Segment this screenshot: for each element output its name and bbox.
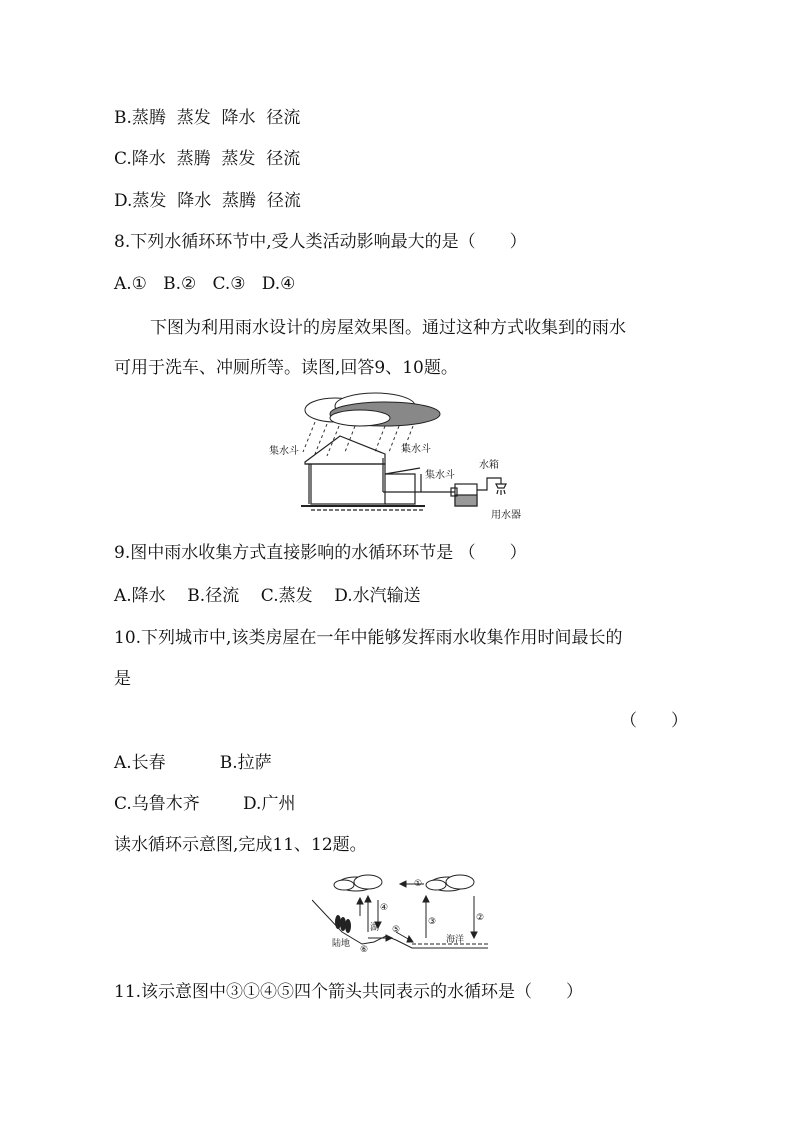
q10-answer-bracket: （ ） — [620, 711, 688, 731]
tank-label: 水箱 — [479, 460, 499, 471]
arrow-3-label: ③ — [428, 917, 437, 927]
q7-option-d: D.蒸发 降水 蒸腾 径流 — [114, 191, 301, 211]
ocean-label: 海洋 — [446, 935, 465, 945]
land-label: 陆地 — [332, 939, 351, 949]
intro2-text: 读水循环示意图,完成11、12题。 — [114, 835, 367, 855]
arrow-2-label: ② — [476, 913, 485, 923]
arrow-4-label: ④ — [380, 903, 389, 913]
q8-options: A.① B.② C.③ D.④ — [114, 274, 296, 294]
intro1-line1: 下图为利用雨水设计的房屋效果图。通过这种方式收集到的雨水 — [150, 318, 626, 338]
cloud-icon — [305, 393, 440, 426]
collector-label-right: 集水斗 — [425, 470, 455, 481]
q10-options-row1: A.长春 B.拉萨 — [114, 753, 272, 773]
water-cycle-figure — [312, 872, 488, 962]
water-device-label: 用水器 — [491, 510, 521, 521]
q10-stem-line1: 10.下列城市中,该类房屋在一年中能够发挥雨水收集作用时间最长的 — [114, 628, 623, 648]
tree-icon — [335, 915, 351, 933]
collector-label-left: 集水斗 — [269, 446, 299, 457]
q9-options: A.降水 B.径流 C.蒸发 D.水汽输送 — [114, 586, 421, 606]
q7-option-c: C.降水 蒸腾 蒸发 径流 — [114, 149, 301, 169]
collector-label-mid: 集水斗 — [401, 444, 431, 455]
q9-stem: 9.图中雨水收集方式直接影响的水循环环节是 （ ） — [114, 543, 527, 563]
arrow-6-label: ⑥ — [360, 945, 369, 955]
cloud-icon — [426, 875, 474, 891]
q8-stem: 8.下列水循环环节中,受人类活动影响最大的是（ ） — [114, 232, 527, 252]
intro1-line2: 可用于洗车、冲厕所等。读图,回答9、10题。 — [114, 358, 458, 378]
arrow-1-label: ① — [414, 879, 423, 889]
lake-label: 湖 — [370, 923, 380, 933]
arrow-5-label: ⑤ — [392, 925, 401, 935]
q10-stem-line2: 是 — [114, 669, 131, 689]
house-rainwater-figure — [265, 392, 535, 530]
q10-options-row2: C.乌鲁木齐 D.广州 — [114, 794, 296, 814]
q7-option-b: B.蒸腾 蒸发 降水 径流 — [114, 108, 301, 128]
q11-stem: 11.该示意图中③①④⑤四个箭头共同表示的水循环是（ ） — [114, 982, 584, 1002]
cloud-icon — [334, 875, 382, 891]
